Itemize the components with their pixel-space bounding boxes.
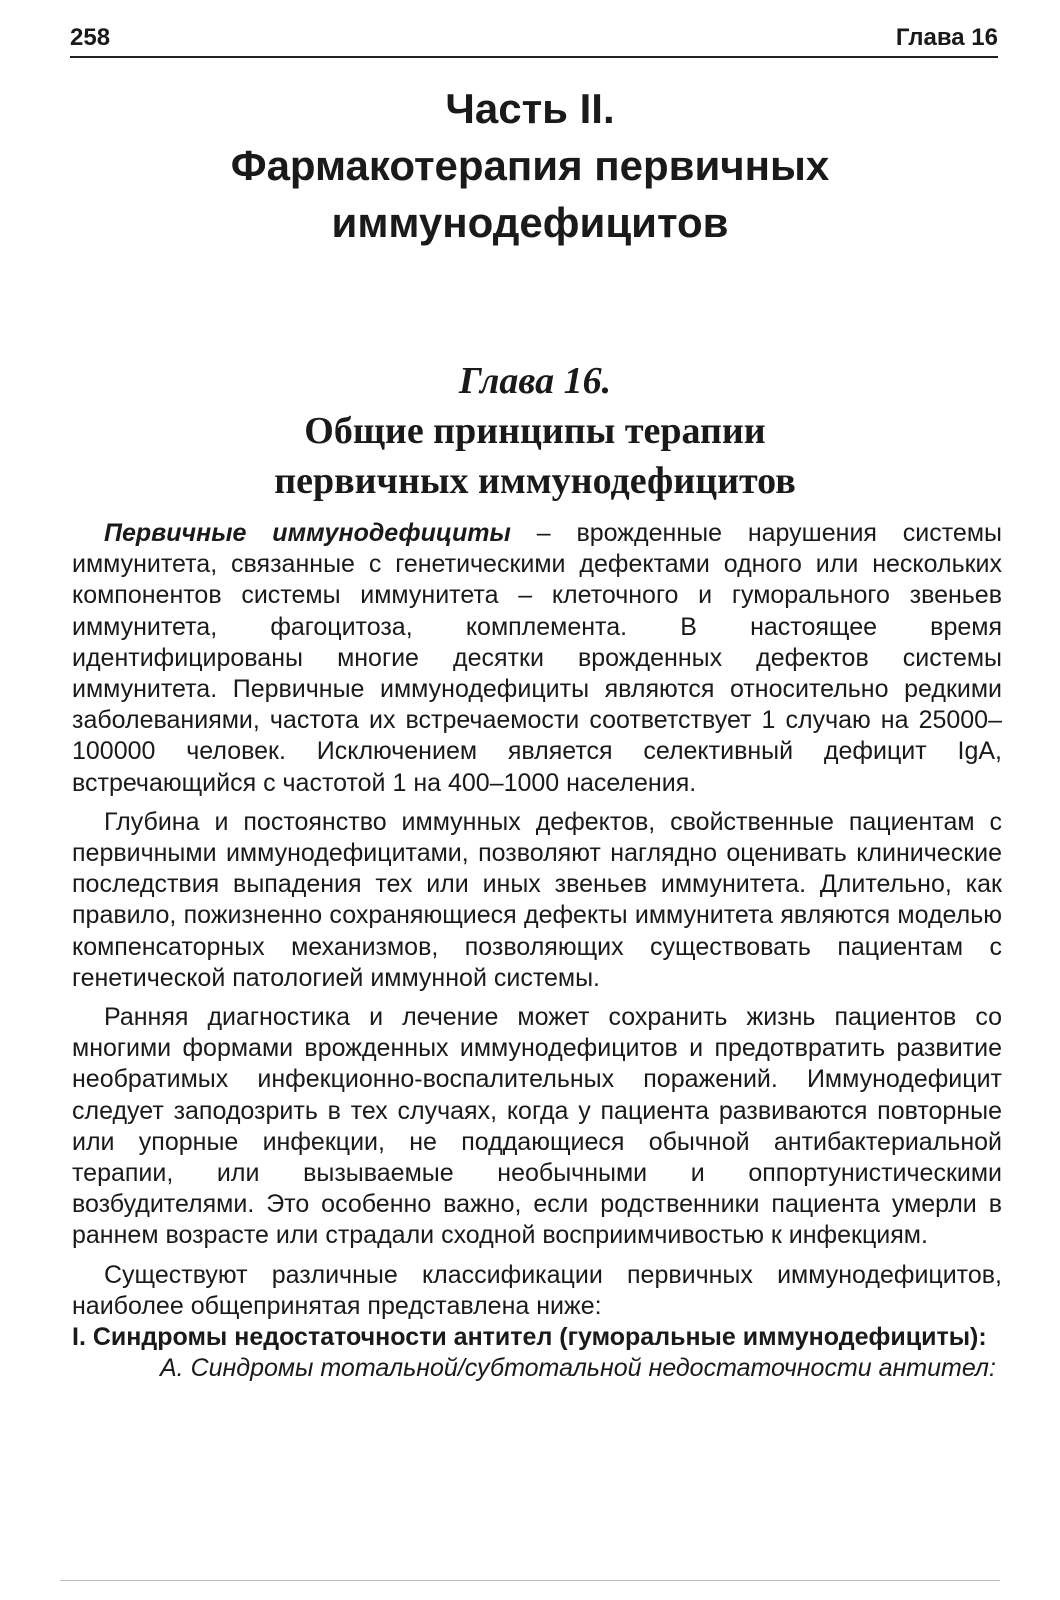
- paragraph-text: – врожденные нарушения системы иммунитета, связанные с генетическими дефектами одного или нескольких компонентов системы иммунитета – клеточного и гуморального звеньев иммунитета, фагоцитоза, комплемента. В настоящее время идентифицированы многие десятки врожденных дефектов системы иммунитета. Первичные иммунодефициты являются относительно редкими заболеваниями, частота их встречаемости соответствует 1 случаю на 25000–100000 человек. Исключением является селективный дефицит IgA, встречающийся с частотой 1 на 400–1000 населения.: [72, 519, 1002, 797]
- page-number: 258: [70, 24, 111, 51]
- part-title-line: Часть II.: [445, 85, 615, 132]
- bottom-divider: [60, 1580, 1000, 1581]
- chapter-label: Глава 16.: [458, 360, 612, 402]
- part-title: [0, 80, 1060, 251]
- paragraph: [72, 518, 1002, 799]
- chapter-title-line: Общие принципы терапии: [304, 410, 766, 452]
- body-text: [72, 518, 1002, 1384]
- part-title-line: Фармакотерапия первичных: [230, 142, 830, 189]
- defined-term: Первичные иммунодефициты: [104, 519, 511, 547]
- running-header: [70, 22, 998, 58]
- header-chapter-ref: Глава 16: [895, 24, 998, 51]
- section-heading: I. Синдромы недостаточности антител (гуморальные иммунодефициты):: [72, 1323, 987, 1352]
- chapter-title: [0, 356, 1060, 506]
- paragraph: Существуют различные классификации первичных иммунодефицитов, наиболее общепринятая представлена ниже:: [72, 1260, 1002, 1320]
- subsection-heading: А. Синдромы тотальной/субтотальной недостаточности антител:: [160, 1354, 996, 1383]
- part-title-line: иммунодефицитов: [331, 199, 729, 246]
- paragraph: Ранняя диагностика и лечение может сохранить жизнь пациентов со многими формами врожденных иммунодефицитов и предотвратить развитие необратимых инфекционно-воспалительных поражений. Иммунодефицит следует заподозрить в тех случаях, когда у пациента развиваются повторные или упорные инфекции, не поддающиеся обычной антибактериальной терапии, или вызываемые необычными и оппортунистическими возбудителями. Это особенно важно, если родственники пациента умерли в раннем возрасте или страдали сходной восприимчивостью к инфекциям.: [72, 1003, 1002, 1250]
- paragraph: Глубина и постоянство иммунных дефектов, свойственные пациентам с первичными иммунодефицитами, позволяют наглядно оценивать клинические последствия выпадения тех или иных звеньев иммунитета. Длительно, как правило, пожизненно сохраняющиеся дефекты иммунитета являются моделью компенсаторных механизмов, позволяющих существовать пациентам с генетической патологией иммунной системы.: [72, 807, 1002, 992]
- chapter-title-line: первичных иммунодефицитов: [274, 460, 796, 502]
